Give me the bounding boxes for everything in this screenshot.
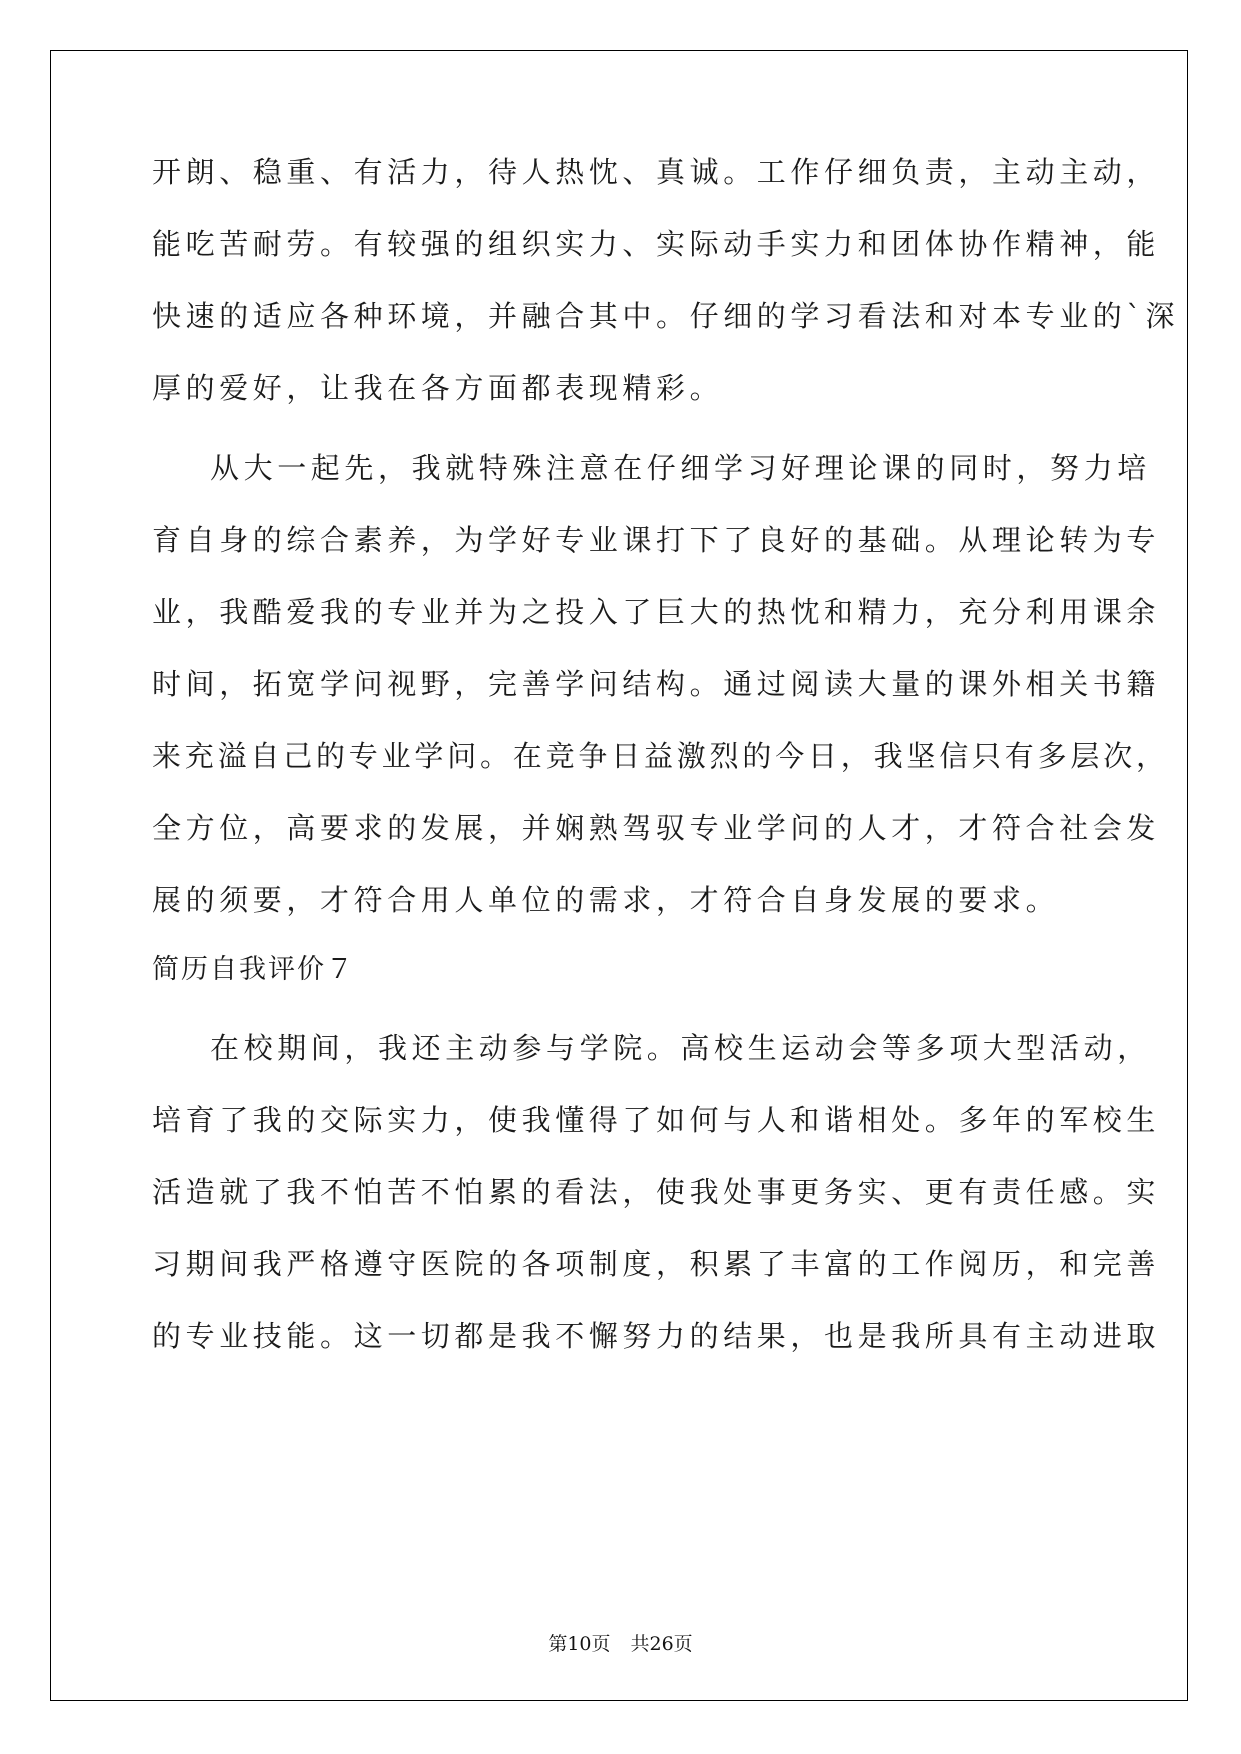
page-number-total: 共26页 xyxy=(630,1633,693,1655)
paragraph-3-line-4: 习期间我严格遵守医院的各项制度，积累了丰富的工作阅历，和完善 xyxy=(152,1247,1161,1281)
paragraph-3-line-5: 的专业技能。这一切都是我不懈努力的结果，也是我所具有主动进取 xyxy=(152,1319,1161,1353)
paragraph-1-line-3: 快速的适应各种环境，并融合其中。仔细的学习看法和对本专业的`深 xyxy=(152,299,1180,333)
paragraph-3-line-3: 活造就了我不怕苦不怕累的看法，使我处事更务实、更有责任感。实 xyxy=(152,1175,1161,1209)
section-heading: 简历自我评价７ xyxy=(152,954,355,985)
paragraph-1-line-2: 能吃苦耐劳。有较强的组织实力、实际动手实力和团体协作精神，能 xyxy=(152,227,1161,261)
paragraph-2-line-6: 全方位，高要求的发展，并娴熟驾驭专业学问的人才，才符合社会发 xyxy=(152,811,1161,845)
paragraph-2-line-1: 从大一起先，我就特殊注意在仔细学习好理论课的同时，努力培 xyxy=(210,451,1151,485)
paragraph-3-line-1: 在校期间，我还主动参与学院。高校生运动会等多项大型活动， xyxy=(210,1031,1151,1065)
paragraph-2-line-5: 来充溢自己的专业学问。在竞争日益激烈的今日，我坚信只有多层次， xyxy=(152,739,1169,773)
paragraph-3-line-2: 培育了我的交际实力，使我懂得了如何与人和谐相处。多年的军校生 xyxy=(152,1103,1161,1137)
page-footer xyxy=(0,1632,1241,1656)
page-number-current: 第10页 xyxy=(548,1633,611,1655)
paragraph-2-line-3: 业，我酷爱我的专业并为之投入了巨大的热忱和精力，充分利用课余 xyxy=(152,595,1161,629)
paragraph-1-line-1: 开朗、稳重、有活力，待人热忱、真诚。工作仔细负责，主动主动， xyxy=(152,155,1161,189)
paragraph-2-line-2: 育自身的综合素养，为学好专业课打下了良好的基础。从理论转为专 xyxy=(152,523,1161,557)
paragraph-1-line-4: 厚的爱好，让我在各方面都表现精彩。 xyxy=(152,371,724,405)
paragraph-2-line-7: 展的须要，才符合用人单位的需求，才符合自身发展的要求。 xyxy=(152,883,1060,917)
paragraph-2-line-4: 时间，拓宽学问视野，完善学问结构。通过阅读大量的课外相关书籍 xyxy=(152,667,1161,701)
